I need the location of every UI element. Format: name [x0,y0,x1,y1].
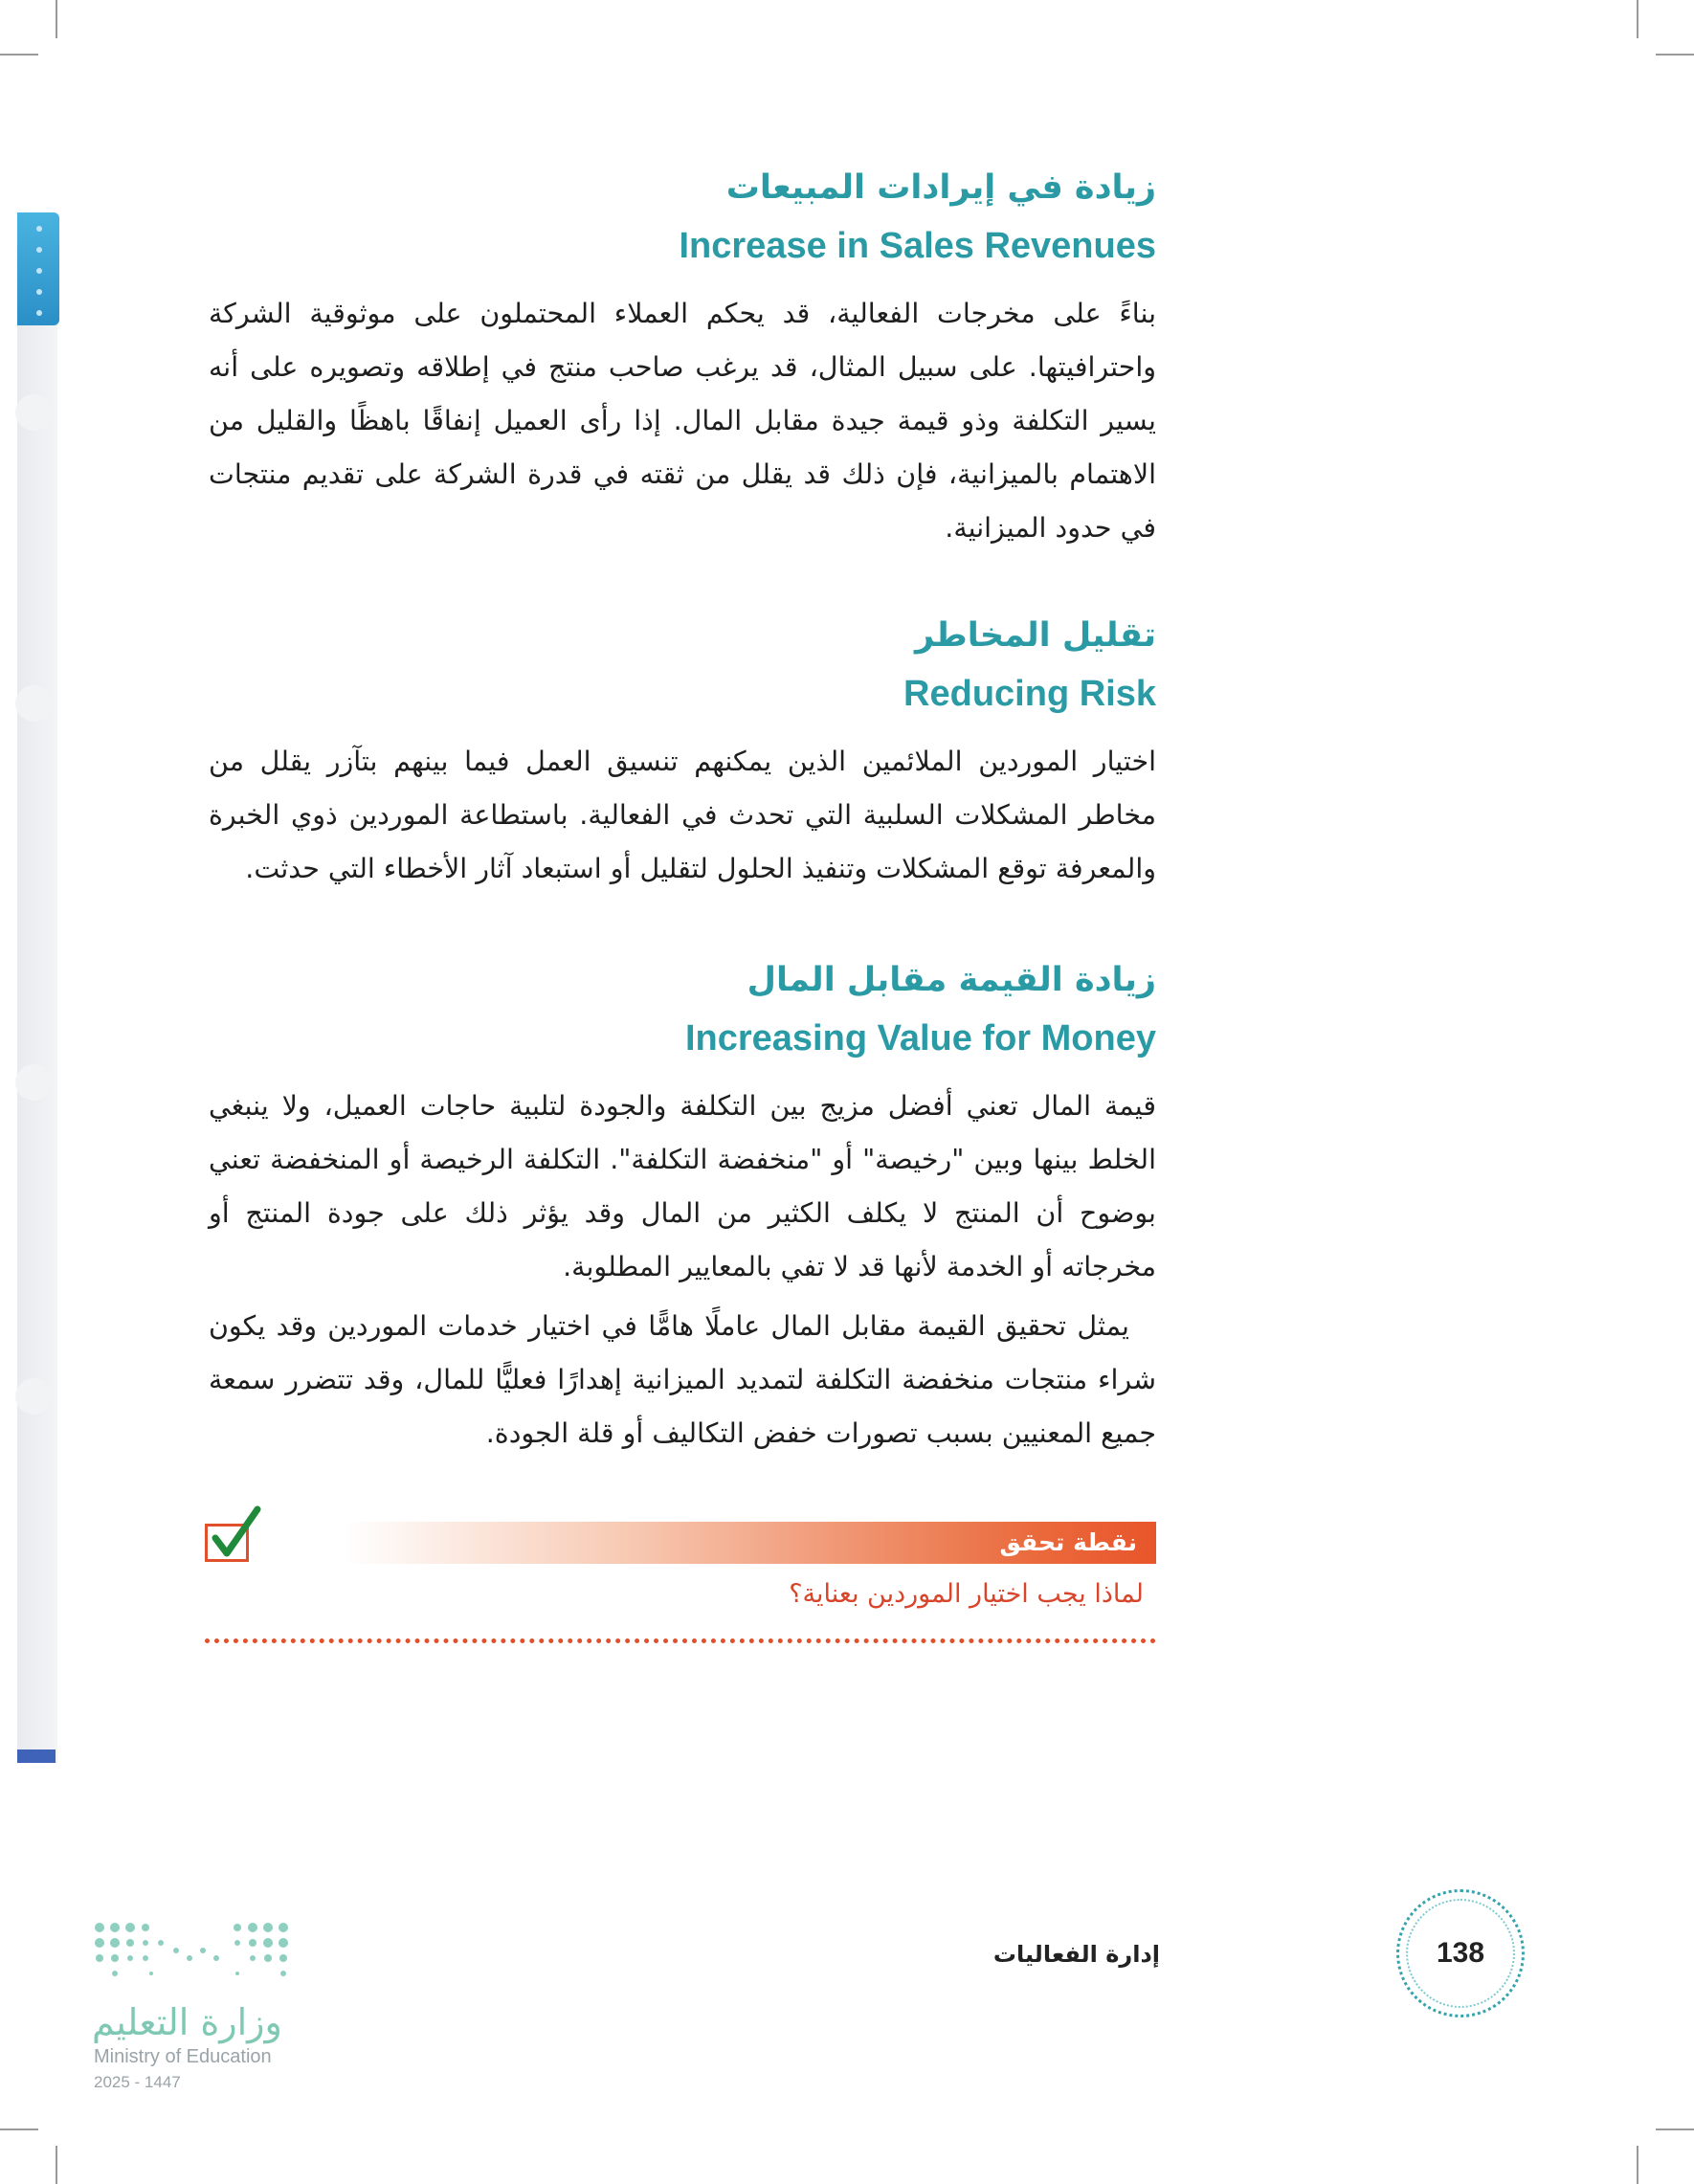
section-title-en: Increasing Value for Money [684,1018,1156,1059]
checkpoint-label: نقطة تحقق [999,1528,1137,1556]
dot-icon [36,310,42,316]
section-title-en: Reducing Risk [903,674,1156,714]
side-tab [17,212,59,325]
dot-icon [36,268,42,274]
crop-mark [56,2146,57,2184]
checkpoint-bar [345,1522,1156,1564]
decorative-circle [15,394,52,431]
body-paragraph: بناءً على مخرجات الفعالية، قد يحكم العملاء المحتملون على موثوقية الشركة واحترافيتها. على سبيل المثال، قد يرغب صاحب منتج في إطلاقه وتصويره على أنه يسير التكلفة وذو قيمة جيدة مقابل المال. إذا رأى العميل إنفاقًا باهظًا والقليل من الاهتمام بالميزانية، فإن ذلك قد يقلل من ثقته في قدرة الشركة على تقديم منتجات في حدود الميزانية. [209,298,1156,544]
dot-icon [36,247,42,253]
crop-mark [1637,0,1638,38]
side-marker [17,1749,56,1763]
section-title-en: Increase in Sales Revenues [679,226,1156,266]
body-paragraph: قيمة المال تعني أفضل مزيج بين التكلفة والجودة لتلبية حاجات العميل، ولا ينبغي الخلط بينها وبين "رخيصة" أو "منخفضة التكلفة". التكلفة الرخيصة أو المنخفضة تعني بوضوح أن المنتج لا يكلف الكثير من المال وقد يؤثر ذلك على جودة المنتج أو مخرجاته أو الخدمة لأنها قد لا تفي بالمعايير المطلوبة. [209,1090,1156,1282]
decorative-circle [15,1064,52,1101]
ministry-year: 2025 - 1447 [94,2073,181,2091]
section-reducing-risk [209,613,1156,896]
page-number: 138 [1436,1937,1485,1969]
crop-mark [1656,2128,1694,2130]
checkpoint-question: لماذا يجب اختيار الموردين بعناية؟ [789,1579,1144,1609]
crop-mark [0,54,38,56]
crop-mark [56,0,57,38]
checkmark-icon [212,1505,261,1561]
section-title-ar: زيادة القيمة مقابل المال [747,961,1156,999]
section-title-ar: تقليل المخاطر [914,616,1156,655]
section-title-ar: زيادة في إيرادات المبيعات [725,168,1156,207]
dot-icon [36,289,42,295]
checkbox [205,1524,249,1562]
section-sales-revenues [209,165,1156,555]
dot-icon [36,226,42,232]
page-number-badge [1396,1889,1525,2017]
ministry-logo-icon [94,1920,304,1981]
crop-mark [0,2128,38,2130]
side-strip [17,212,57,1763]
book-title: إدارة الفعاليات [992,1941,1160,1968]
crop-mark [1637,2146,1638,2184]
answer-line [205,1638,1156,1643]
ministry-name-en: Ministry of Education [94,2046,272,2067]
crop-mark [1656,54,1694,56]
body-paragraph: اختيار الموردين الملائمين الذين يمكنهم تنسيق العمل فيما بينهم بتآزر يقلل من مخاطر المشكلات السلبية التي تحدث في الفعالية. باستطاعة الموردين ذوي الخبرة والمعرفة توقع المشكلات وتنفيذ الحلول لتقليل أو استبعاد آثار الأخطاء التي حدثت. [209,746,1156,884]
body-paragraph: يمثل تحقيق القيمة مقابل المال عاملًا هامًّا في اختيار خدمات الموردين وقد يكون شراء منتجات منخفضة التكلفة لتمديد الميزانية إهدارًا فعليًّا للمال، وقد تتضرر سمعة جميع المعنيين بسبب تصورات خفض التكاليف أو قلة الجودة. [209,1310,1156,1449]
decorative-circle [15,685,52,722]
ministry-name-ar: وزارة التعليم [92,2001,282,2043]
decorative-circle [15,1378,52,1415]
section-value-for-money [209,957,1156,1460]
